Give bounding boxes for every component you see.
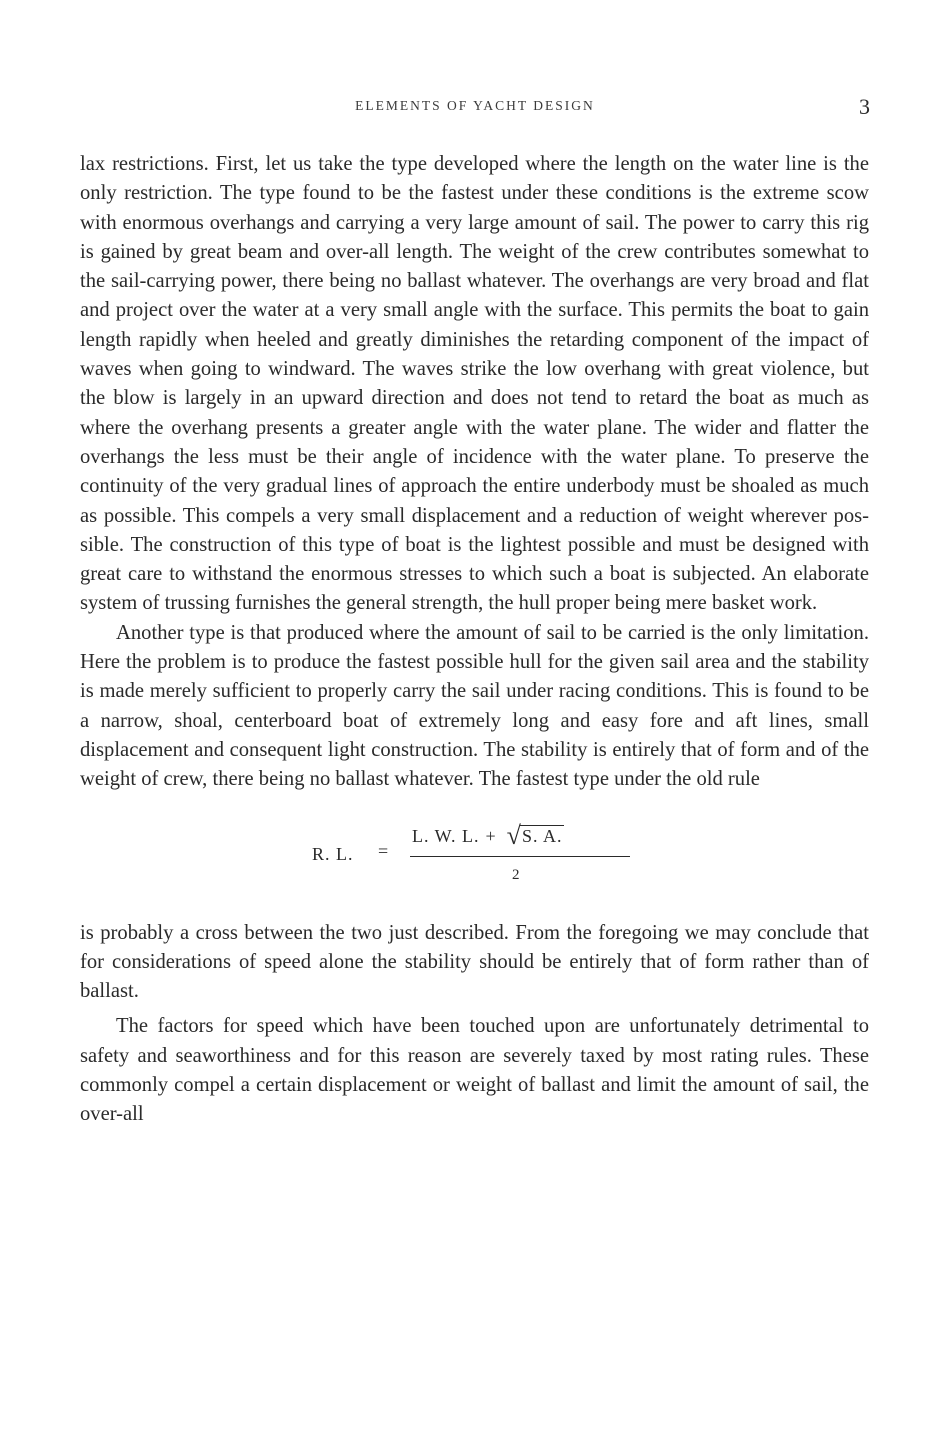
formula-equals: = — [378, 840, 389, 861]
formula-denominator: 2 — [512, 866, 520, 883]
fraction-bar — [410, 856, 630, 857]
formula-lhs: R. L. — [312, 843, 354, 864]
page-number: 3 — [859, 94, 870, 119]
paragraph: Another type is that produced where the amount of sail to be carried is the only limitation. Here the problem is to produce the fastest possible hull for the given sail area and the stability is made merely sufficient to properly carry the sail under racing conditions. This is found to be a narrow, shoal, centerboard boat of extremely long and easy fore and aft lines, small displacement and consequent light construction. The stability is entirely that of form and of the weight of crew, there being no ballast whatever. The fastest type under the old rule — [80, 621, 869, 791]
formula-plus: + — [485, 825, 497, 846]
page-header — [80, 94, 870, 124]
formula-numerator-term: L. W. L. — [412, 825, 480, 846]
formula-numerator — [412, 819, 632, 851]
running-head: ELEMENTS OF YACHT DESIGN — [355, 98, 595, 113]
paragraph: lax restrictions. First, let us take the type developed where the length on the water line is the only restriction. The type found to be the fastest under these conditions is the extreme scow with enormous overhangs and carrying a very large amount of sail. The power to carry this rig is gained by great beam and over-all length. The weight of the crew contributes somewhat to the sail-carrying power, there being no ballast whatever. The overhangs are very broad and flat and project over the water at a very small angle with the surface. This permits the boat to gain length rapidly when heeled and greatly diminishes the retarding component of the impact of waves when going to windward. The waves strike the low overhang with great violence, but the blow is largely in an upward direction and does not tend to retard the boat as much as where the overhang presents a greater angle with the water plane. The wider and flatter the overhangs the less must be their angle of incidence with the water plane. To preserve the continuity of the very gradual lines of approach the entire underbody must be shoaled as much as possible. This compels a very small displacement and a reduction of weight wherever possible. The construction of this type of boat is the lightest possible and must be designed with great care to withstand the enormous stresses to which such a boat is subjected. An elaborate system of trussing furnishes the general strength, the hull proper being mere basket work. — [80, 153, 869, 615]
formula-radicand: S. A. — [521, 825, 563, 846]
formula — [80, 795, 869, 919]
body-text — [80, 150, 869, 1130]
paragraph: The factors for speed which have been touched upon are unfortunately detrimental to safety and seaworthiness and for this reason are severely taxed by most rating rules. These commonly compel a certain displacement or weight of ballast and limit the amount of sail, the over-all — [80, 1015, 869, 1126]
paragraph: is probably a cross between the two just described. From the foregoing we may conclude that for considerations of speed alone the stability should be entirely that of form rather than of ballast. — [80, 921, 869, 1003]
radical-sign: √ — [506, 820, 522, 850]
